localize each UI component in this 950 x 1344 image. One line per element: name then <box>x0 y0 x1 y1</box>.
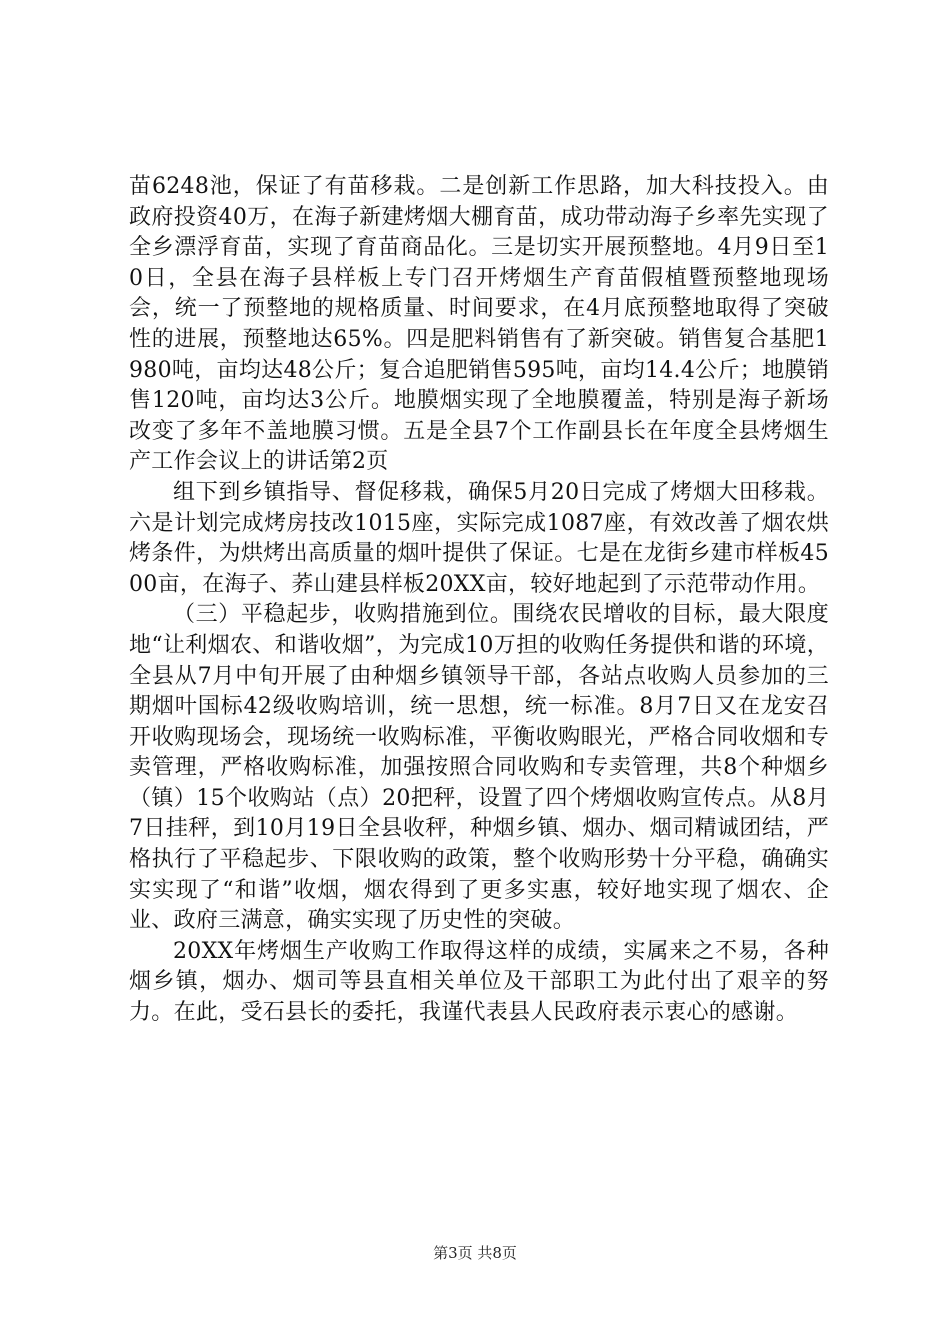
document-body <box>129 172 829 1029</box>
page-number-footer: 第3页 共8页 <box>433 1244 517 1262</box>
paragraph-thanks: 20XX年烤烟生产收购工作取得这样的成绩，实属来之不易，各种烟乡镇，烟办、烟司等县直相关单位及干部职工为此付出了艰辛的努力。在此，受石县长的委托，我谨代表县人民政府表示衷心的感谢。 <box>129 938 829 1026</box>
paragraph-transplant: 组下到乡镇指导、督促移栽，确保5月20日完成了烤烟大田移栽。六是计划完成烤房技改1015座，实际完成1087座，有效改善了烟农烘烤条件，为烘烤出高质量的烟叶提供了保证。七是在龙街乡建市样板4500亩，在海子、荞山建县样板20XX亩，较好地起到了示范带动作用。 <box>129 479 829 597</box>
paragraph-continued: 苗6248池，保证了有苗移栽。二是创新工作思路，加大科技投入。由政府投资40万，在海子新建烤烟大棚育苗，成功带动海子乡率先实现了全乡漂浮育苗，实现了育苗商品化。三是切实开展预整地。4月9日至10日，全县在海子县样板上专门召开烤烟生产育苗假植暨预整地现场会，统一了预整地的规格质量、时间要求，在4月底预整地取得了突破性的进展，预整地达65%。四是肥料销售有了新突破。销售复合基肥1980吨，亩均达48公斤；复合追肥销售595吨，亩均14.4公斤；地膜销售120吨，亩均达3公斤。地膜烟实现了全地膜覆盖，特别是海子新场改变了多年不盖地膜习惯。五是全县7个工作副县长在年度全县烤烟生产工作会议上的讲话第2页 <box>129 174 829 475</box>
paragraph-purchase-section: （三）平稳起步，收购措施到位。围绕农民增收的目标，最大限度地“让利烟农、和谐收烟”，为完成10万担的收购任务提供和谐的环境，全县从7月中旬开展了由种烟乡镇领导干部，各站点收购人员参加的三期烟叶国标42级收购培训，统一思想，统一标准。8月7日又在龙安召开收购现场会，现场统一收购标准，平衡收购眼光，严格合同收烟和专卖管理，严格收购标准，加强按照合同收购和专卖管理，共8个种烟乡（镇）15个收购站（点）20把秤，设置了四个烤烟收购宣传点。从8月7日挂秤，到10月19日全县收秤，种烟乡镇、烟办、烟司精诚团结，严格执行了平稳起步、下限收购的政策，整个收购形势十分平稳，确确实实实现了“和谐”收烟，烟农得到了更多实惠，较好地实现了烟农、企业、政府三满意，确实实现了历史性的突破。 <box>129 602 829 934</box>
